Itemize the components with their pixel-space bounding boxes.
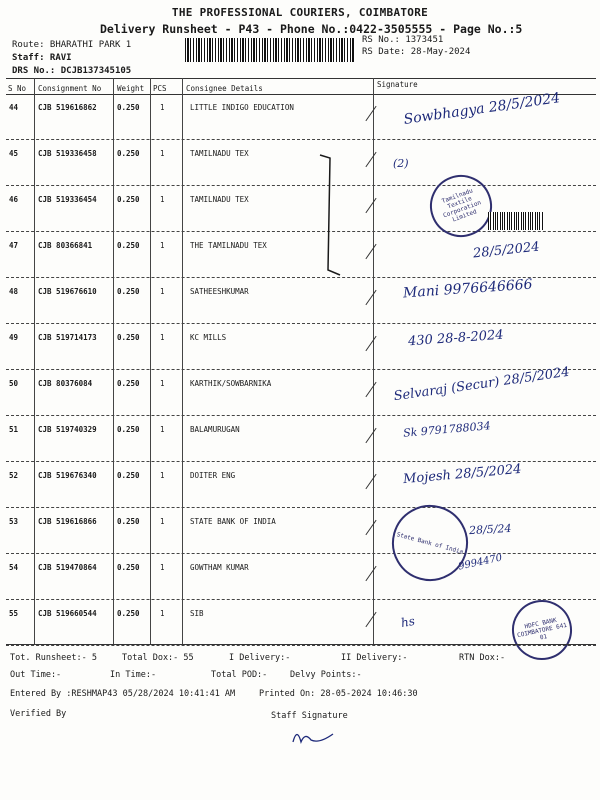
col-consignee: Consignee Details — [186, 84, 263, 93]
ii-delivery: II Delivery:- — [341, 653, 408, 663]
signature-tick — [365, 612, 376, 627]
row-signature: 430 28-8-2024 — [407, 327, 505, 350]
col-divider — [34, 78, 35, 644]
drs-number: DRS No.: DCJB137345105 — [12, 66, 132, 76]
delvy-points: Delvy Points:- — [290, 670, 362, 680]
route-label: Route: BHARATHI PARK 1 — [12, 40, 132, 50]
signature-tick — [365, 244, 376, 259]
row-consignee: LITTLE INDIGO EDUCATION — [190, 103, 294, 112]
row-consignee: THE TAMILNADU TEX — [190, 241, 267, 250]
signature-tick — [365, 566, 376, 581]
row-consignment-no: CJB 519336458 — [38, 149, 97, 158]
header-subtitle: Delivery Runsheet - P43 - Phone No.:0422-3505555 - Page No.:5 — [100, 22, 523, 36]
out-time: Out Time:- — [10, 670, 62, 680]
row-sno: 47 — [9, 241, 19, 250]
row-consignee: TAMILNADU TEX — [190, 195, 249, 204]
signature-tick — [365, 520, 376, 535]
row-weight: 0.250 — [117, 241, 140, 250]
row-divider — [6, 415, 596, 416]
signature-tick — [365, 198, 376, 213]
row-consignment-no: CJB 519616862 — [38, 103, 97, 112]
row-signature: 28/5/24 — [468, 521, 512, 538]
i-delivery: I Delivery:- — [229, 653, 291, 663]
row-pcs: 1 — [160, 517, 165, 526]
row-pcs: 1 — [160, 425, 165, 434]
row-consignee: DOITER ENG — [190, 471, 236, 480]
row-consignment-no: CJB 519616866 — [38, 517, 97, 526]
signature-tick — [365, 290, 376, 305]
row-divider — [6, 507, 596, 508]
col-sno: S No — [8, 84, 27, 93]
row-sno: 49 — [9, 333, 19, 342]
staff-label: Staff: RAVI — [12, 53, 72, 63]
row-consignee: STATE BANK OF INDIA — [190, 517, 276, 526]
footer-border — [6, 644, 596, 645]
row-consignment-no: CJB 519740329 — [38, 425, 97, 434]
row-pcs: 1 — [160, 195, 165, 204]
row-sno: 53 — [9, 517, 19, 526]
row-consignee: KARTHIK/SOWBARNIKA — [190, 379, 272, 388]
row-divider — [6, 599, 596, 600]
row-sno: 54 — [9, 563, 19, 572]
verified-by: Verified By — [10, 709, 67, 719]
row-signature: Mani 9976646666 — [402, 276, 534, 302]
row-consignee: BALAMURUGAN — [190, 425, 240, 434]
row-consignment-no: CJB 80366841 — [38, 241, 93, 250]
col-divider — [182, 78, 183, 644]
row-weight: 0.250 — [117, 471, 140, 480]
col-weight: Weight — [117, 84, 145, 93]
row-divider — [6, 323, 596, 324]
row-weight: 0.250 — [117, 287, 140, 296]
row-pcs: 1 — [160, 471, 165, 480]
signature-tick — [365, 382, 376, 397]
row-sno: 46 — [9, 195, 19, 204]
row-signature: Selvaraj (Secur) 28/5/2024 — [392, 364, 571, 405]
row-weight: 0.250 — [117, 379, 140, 388]
table-header-border — [6, 94, 596, 95]
rtn-dox: RTN Dox:- — [459, 653, 506, 663]
row-consignment-no: CJB 519676610 — [38, 287, 97, 296]
bracket-mark — [300, 150, 360, 280]
row-weight: 0.250 — [117, 195, 140, 204]
row-signature: Sowbhagya 28/5/2024 — [402, 90, 562, 128]
signature-tick — [365, 474, 376, 489]
row-consignment-no: CJB 519336454 — [38, 195, 97, 204]
row-pcs: 1 — [160, 379, 165, 388]
row-signature: 9994470 — [457, 552, 504, 573]
total-pod: Total POD:- — [211, 670, 268, 680]
row-consignment-no: CJB 519714173 — [38, 333, 97, 342]
col-pcs: PCS — [153, 84, 167, 93]
row-sno: 52 — [9, 471, 19, 480]
row-weight: 0.250 — [117, 425, 140, 434]
sbi-stamp: State Bank of India — [383, 496, 476, 589]
row-pcs: 1 — [160, 241, 165, 250]
row-signature: hs — [399, 613, 417, 631]
in-time: In Time:- — [110, 670, 157, 680]
row-signature: 28/5/2024 — [472, 239, 541, 262]
hdfc-stamp: HDFC BANK COIMBATORE 641 01 — [506, 594, 577, 665]
staff-signature-scribble — [285, 722, 345, 750]
row-weight: 0.250 — [117, 333, 140, 342]
row-weight: 0.250 — [117, 609, 140, 618]
barcode — [185, 38, 355, 62]
row-divider — [6, 553, 596, 554]
row-consignment-no: CJB 519470864 — [38, 563, 97, 572]
row-consignee: KC MILLS — [190, 333, 227, 342]
row-divider — [6, 369, 596, 370]
row-sno: 50 — [9, 379, 19, 388]
row-divider — [6, 461, 596, 462]
row-consignee: SIB — [190, 609, 204, 618]
col-divider — [373, 78, 374, 644]
tot-runsheet: Tot. Runsheet:- 5 — [10, 653, 97, 663]
row-sno: 55 — [9, 609, 19, 618]
row-consignment-no: CJB 519676340 — [38, 471, 97, 480]
row-pcs: 1 — [160, 563, 165, 572]
entered-by: Entered By :RESHMAP43 05/28/2024 10:41:41 AM — [10, 689, 236, 699]
row-weight: 0.250 — [117, 149, 140, 158]
col-consignment: Consignment No — [38, 84, 102, 93]
tamilnadu-textile-stamp: Tamilnadu Textile Corporation Limited — [421, 166, 500, 245]
row-consignment-no: CJB 80376084 — [38, 379, 93, 388]
row-divider — [6, 645, 596, 646]
row-signature: Mojesh 28/5/2024 — [402, 461, 523, 488]
table-top-border — [6, 78, 596, 79]
staff-signature: Staff Signature — [271, 711, 348, 721]
row-weight: 0.250 — [117, 563, 140, 572]
row-weight: 0.250 — [117, 103, 140, 112]
col-divider — [150, 78, 151, 644]
row-pcs: 1 — [160, 103, 165, 112]
row-pcs: 1 — [160, 333, 165, 342]
row-sno: 45 — [9, 149, 19, 158]
row-pcs: 1 — [160, 287, 165, 296]
signature-tick — [365, 106, 376, 121]
row-pcs: 1 — [160, 149, 165, 158]
total-dox: Total Dox:- 55 — [122, 653, 194, 663]
row-sno: 51 — [9, 425, 19, 434]
rs-date: RS Date: 28-May-2024 — [362, 47, 471, 57]
row-consignee: TAMILNADU TEX — [190, 149, 249, 158]
row-weight: 0.250 — [117, 517, 140, 526]
row-consignee: GOWTHAM KUMAR — [190, 563, 249, 572]
row-divider — [6, 139, 596, 140]
row-sno: 48 — [9, 287, 19, 296]
signature-tick — [365, 428, 376, 443]
row-signature: Sk 9791788034 — [402, 419, 492, 440]
row-signature: (2) — [393, 157, 409, 170]
col-divider — [113, 78, 114, 644]
row-consignment-no: CJB 519660544 — [38, 609, 97, 618]
printed-on: Printed On: 28-05-2024 10:46:30 — [259, 689, 418, 699]
col-signature: Signature — [377, 80, 418, 89]
signature-tick — [365, 152, 376, 167]
rs-number: RS No.: 1373451 — [362, 35, 444, 45]
row-consignee: SATHEESHKUMAR — [190, 287, 249, 296]
row-sno: 44 — [9, 103, 19, 112]
header-title: THE PROFESSIONAL COURIERS, COIMBATORE — [171, 6, 429, 19]
signature-tick — [365, 336, 376, 351]
stamp-barcode — [488, 212, 544, 230]
row-pcs: 1 — [160, 609, 165, 618]
